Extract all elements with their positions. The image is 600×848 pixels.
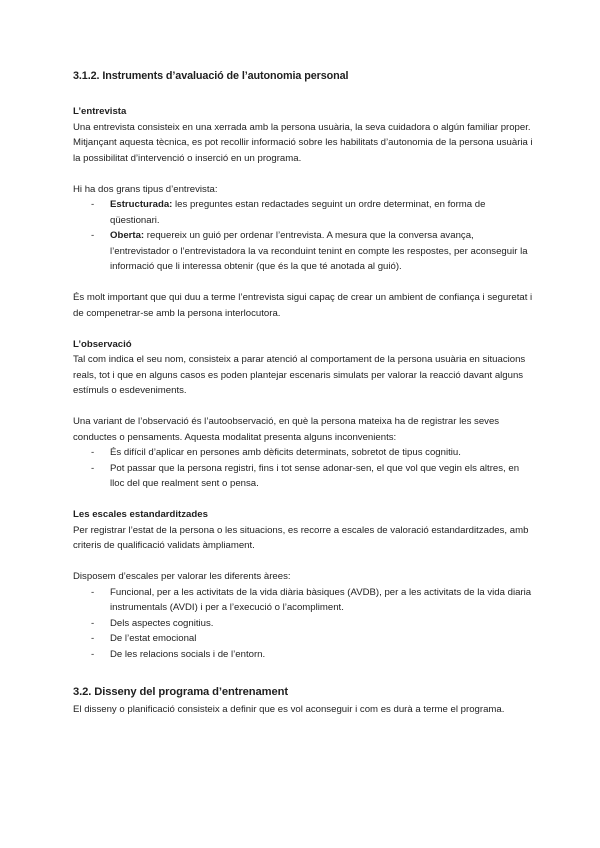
list-item [91,647,533,663]
term-estructurada: Estructurada: [110,199,173,210]
paragraph-entrevista-types-lead: Hi ha dos grans tipus d’entrevista: [73,183,218,195]
item-text: De les relacions socials i de l’entorn. [110,648,266,660]
paragraph-observacio-intro: Tal com indica el seu nom, consisteix a parar atenció al comportament de la persona usuària en situacions reals, tot i que en alguns casos es poden plantejar escenaris simulats per valorar la reacció davant alguns estímuls o esdeveniments. [73,354,526,396]
bullet-dash: - [91,230,95,241]
paragraph-escales-areas-lead: Disposem d’escales per valorar les diferents àrees: [73,571,291,582]
item-text: De l’estat emocional [110,633,197,644]
paragraph-observacio-variant: Una variant de l’observació és l’autoobservació, en què la persona mateixa ha de registrar les seves conductes o pensaments. Aquesta modalitat presenta alguns inconvenients: [73,416,500,443]
list-item [91,585,533,616]
document-page [73,70,533,718]
section-title-3-2: 3.2. Disseny del programa d’entrenament [73,686,288,698]
list-item [91,228,533,275]
list-escales-areas [73,585,533,663]
item-text: És difícil d’aplicar en persones amb dèficits determinats, sobretot de tipus cognitiu. [110,447,461,458]
bullet-dash: - [91,617,95,629]
list-item [91,461,533,492]
item-text: les preguntes estan redactades seguint un ordre determinat, en forma de qüestionari. [110,199,486,226]
list-item [91,445,533,461]
item-text: requereix un guió per ordenar l’entrevista. A mesura que la conversa avança, l’entrevistador o l’entrevistadora la va reconduint tenint en compte les respostes, per aconseguir la informació que li interessa obtenir (que és la que té anotada al guió). [110,230,528,272]
paragraph-disseny: El disseny o planificació consisteix a definir que es vol aconseguir i com es durà a terme el programa. [73,704,505,715]
item-text: Dels aspectes cognitius. [110,617,214,629]
list-item [91,197,533,228]
bullet-dash: - [91,447,95,458]
bullet-dash: - [91,586,95,598]
list-entrevista-types [73,197,533,275]
bullet-dash: - [91,199,95,210]
paragraph-entrevista-closing: És molt important que qui duu a terme l’entrevista sigui capaç de crear un ambient de confiança i seguretat i de compenetrar-se amb la persona interlocutora. [73,292,533,319]
heading-escales: Les escales estandarditzades [73,509,208,520]
section-title-3-1-2: 3.1.2. Instruments d’avaluació de l’autonomia personal [73,70,349,82]
paragraph-entrevista-intro: Una entrevista consisteix en una xerrada amb la persona usuària, la seva cuidadora o algún familiar proper. Mitjançant aquesta tècnica, es pot recollir informació sobre les habilitats d’autonomia de la persona usuària i la possibilitat d’intervenció o inserció en un programa. [73,121,533,164]
term-oberta: Oberta: [110,230,145,241]
bullet-dash: - [91,633,95,644]
heading-entrevista: L’entrevista [73,106,127,117]
bullet-dash: - [91,462,95,474]
heading-observacio: L’observació [73,338,132,350]
list-observacio-drawbacks [73,445,533,492]
paragraph-escales-intro: Per registrar l’estat de la persona o les situacions, es recorre a escales de valoració estandarditzades, amb criteris de qualificació validats àmpliament. [73,524,529,551]
item-text: Pot passar que la persona registri, fins i tot sense adonar-sen, el que vol que vegin els altres, en lloc del que realment sent o pensa. [110,462,520,489]
item-text: Funcional, per a les activitats de la vida diària bàsiques (AVDB), per a les activitats de la vida diaria instrumentals (AVDI) i per a l’execució o l’acompliment. [110,586,532,613]
list-item [91,631,533,647]
list-item [91,616,533,632]
bullet-dash: - [91,648,95,660]
